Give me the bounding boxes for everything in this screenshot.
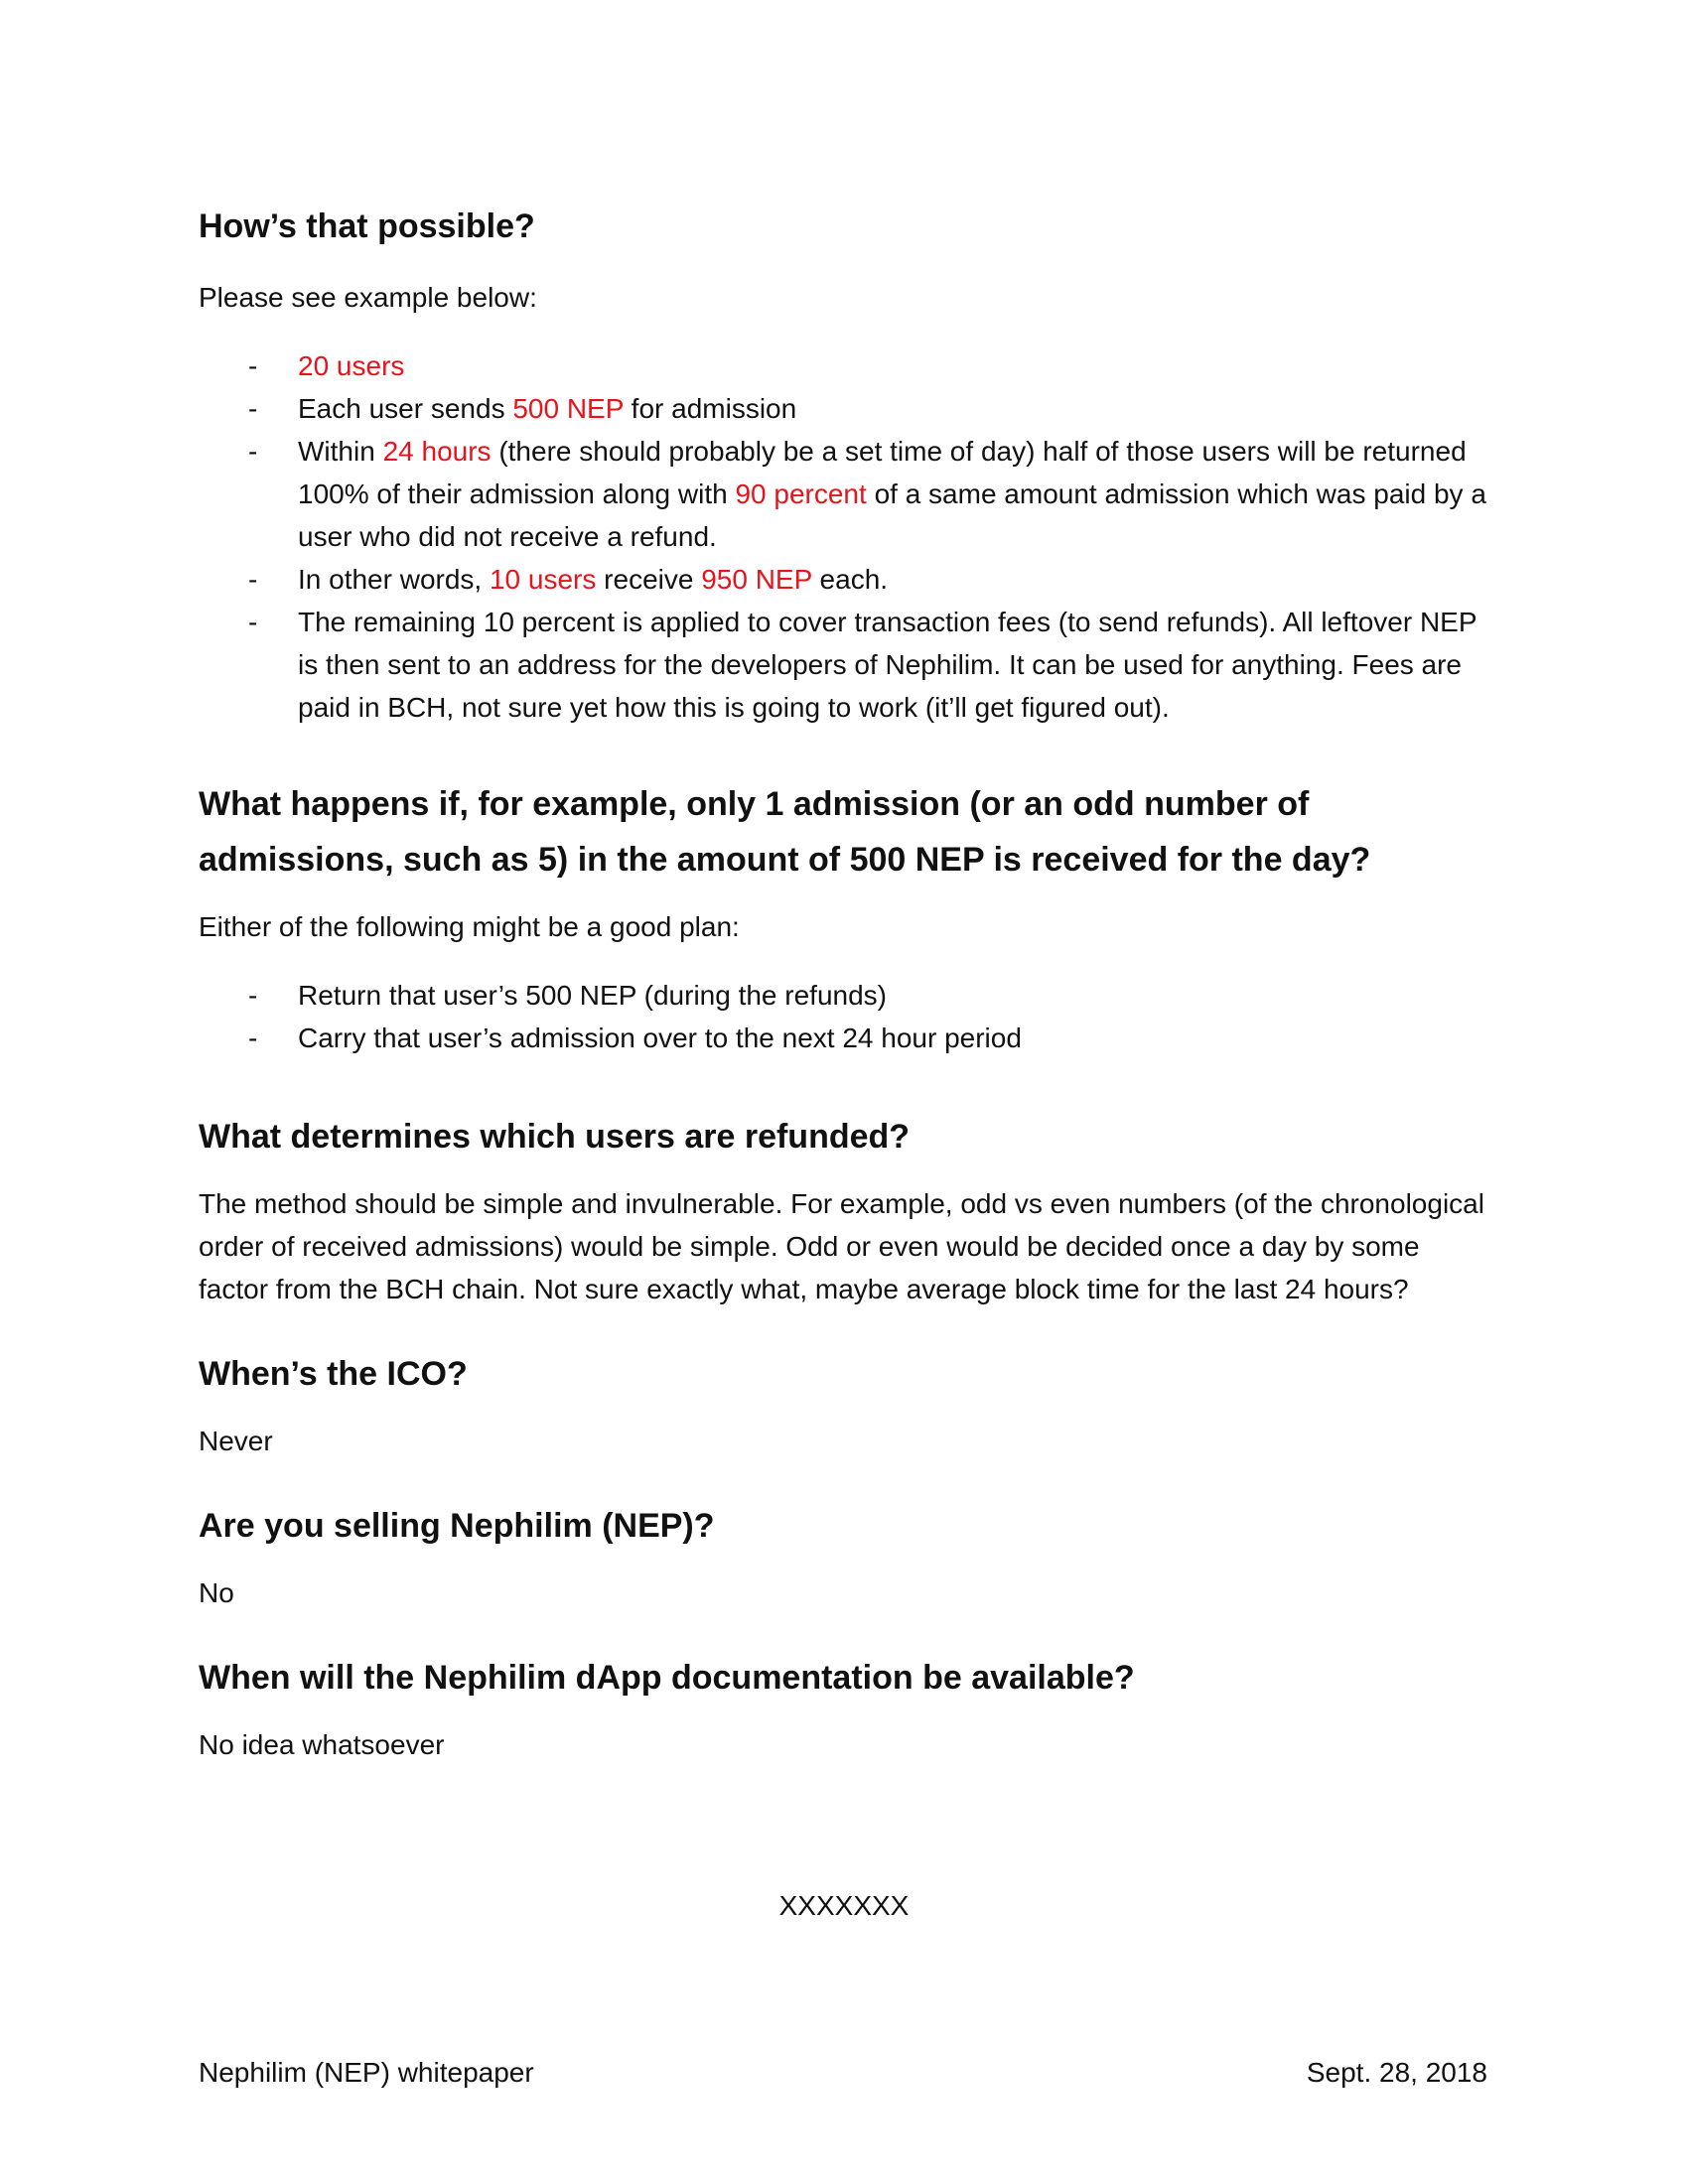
list-text: Return that user’s 500 NEP (during the refunds) — [298, 980, 888, 1011]
list-item — [199, 974, 1489, 1017]
dash-bullet: - — [248, 436, 258, 467]
list-text: for admission — [623, 393, 797, 424]
list-text: of a same amount admission which was paid by a user who did not receive a refund. — [298, 478, 1486, 552]
highlight-text: 950 NEP — [701, 564, 812, 595]
list-item — [199, 387, 1489, 430]
list-text: Each user sends — [298, 393, 513, 424]
section-heading: What happens if, for example, only 1 admission (or an odd number of admissions, such as 5) in the amount of 500 NEP is received for the day? — [199, 785, 1371, 879]
document-page — [199, 199, 1489, 1802]
signature-text: XXXXXXX — [778, 1890, 910, 1921]
dash-bullet: - — [248, 564, 258, 595]
dash-bullet: - — [248, 980, 258, 1011]
highlight-text: 24 hours — [382, 436, 492, 467]
list-text: receive — [596, 564, 702, 595]
dash-bullet: - — [248, 1023, 258, 1053]
list-item — [199, 1017, 1489, 1059]
section-heading: What determines which users are refunded? — [199, 1118, 911, 1156]
list-text: In other words, — [298, 564, 490, 595]
section-ico — [199, 1346, 1489, 1462]
list-text: (there should probably be a set time of day) half of those users will be returned 100% of their admission along with — [298, 436, 1467, 509]
footer-date: Sept. 28, 2018 — [1306, 2057, 1487, 2088]
highlight-text: 500 NEP — [512, 393, 624, 424]
section-body: No idea whatsoever — [199, 1729, 445, 1760]
list-item — [199, 558, 1489, 601]
list-item — [199, 344, 1489, 387]
list-text: each. — [811, 564, 889, 595]
section-heading: When’s the ICO? — [199, 1355, 468, 1393]
section-intro: Please see example below: — [199, 282, 537, 313]
example-list — [199, 344, 1489, 729]
footer-title: Nephilim (NEP) whitepaper — [199, 2057, 534, 2088]
section-how-possible — [199, 199, 1489, 729]
list-text: The remaining 10 percent is applied to cover transaction fees (to send refunds). All leftover NEP is then sent to an address for the developers of Nephilim. It can be used for anything. Fees are paid in BCH, not sure yet how this is going to work (it’ll get figured out). — [298, 607, 1477, 723]
highlight-text: 20 users — [298, 350, 405, 381]
section-heading: How’s that possible? — [199, 207, 535, 245]
section-body: No — [199, 1577, 234, 1608]
section-body: The method should be simple and invulnerable. For example, odd vs even numbers (of the chronological order of received admissions) would be simple. Odd or even would be decided once a day by some factor from the BCH chain. Not sure exactly what, maybe average block time for the last 24 hours? — [199, 1188, 1484, 1304]
list-item — [199, 430, 1489, 558]
list-text: Within — [298, 436, 383, 467]
dash-bullet: - — [248, 350, 258, 381]
section-odd-admissions — [199, 776, 1489, 1059]
highlight-text: 10 users — [489, 564, 597, 595]
dash-bullet: - — [248, 393, 258, 424]
section-body: Never — [199, 1426, 273, 1456]
section-documentation — [199, 1650, 1489, 1766]
list-item — [199, 601, 1489, 729]
section-selling — [199, 1498, 1489, 1614]
section-heading: When will the Nephilim dApp documentation be available? — [199, 1659, 1135, 1697]
list-text: Carry that user’s admission over to the next 24 hour period — [298, 1023, 1022, 1053]
highlight-text: 90 percent — [735, 478, 867, 509]
section-refund-selection — [199, 1109, 1489, 1310]
dash-bullet: - — [248, 607, 258, 637]
section-heading: Are you selling Nephilim (NEP)? — [199, 1507, 715, 1545]
section-intro: Either of the following might be a good plan: — [199, 911, 740, 942]
plan-list — [199, 974, 1489, 1059]
